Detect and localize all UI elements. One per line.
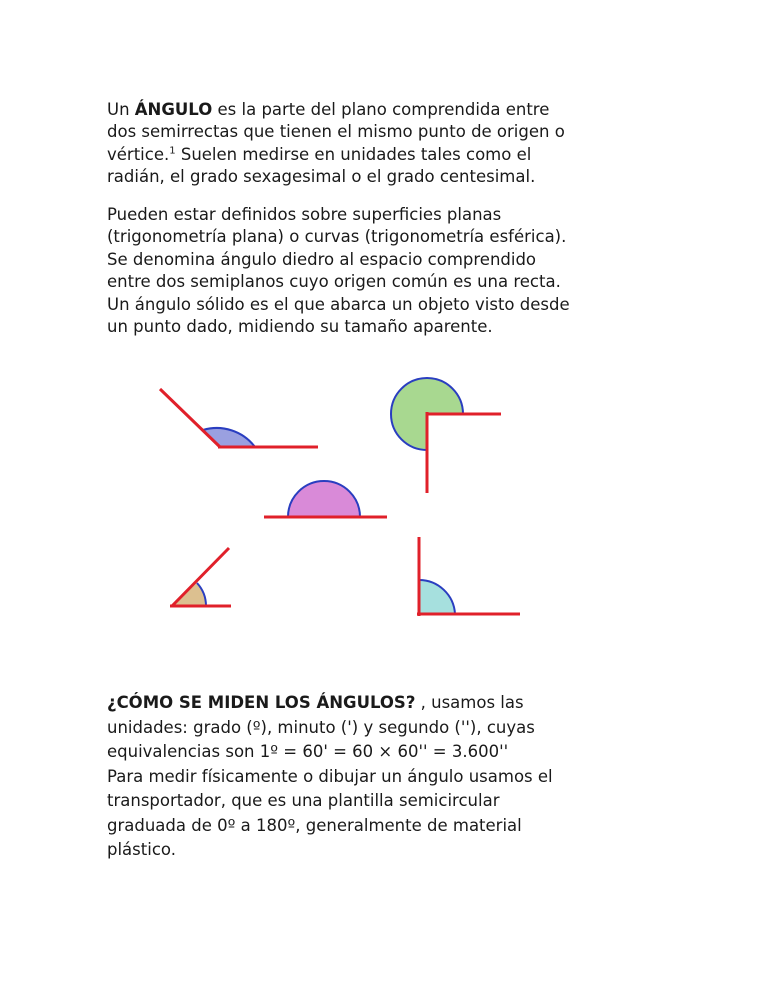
definitions-line: un punto dado, midiendo su tamaño aparente. [107,317,493,337]
acute-angle-figure [170,548,231,606]
measurement-line: plástico. [107,840,176,859]
straight-angle-figure [264,481,387,517]
measurement-line: unidades: grado (º), minuto (') y segundo (''), cuyas [107,717,535,737]
right-angle-figure [417,537,520,616]
definitions-line: Pueden estar definidos sobre superficies planas [107,205,502,224]
angulo-term: ÁNGULO [134,100,213,119]
measurement-paragraph [107,691,587,863]
measurement-line: graduada de 0º a 180º, generalmente de material [107,815,522,835]
intro-line-3: vértice.$^1$ Suelen medirse en unidades tales como el [107,144,532,164]
intro-line-4: radián, el grado sexagesimal o el grado centesimal. [107,167,536,187]
footnote-marker: 1 [169,145,176,157]
definitions-line: entre dos semiplanos cuyo origen común es una recta. [107,272,561,292]
definitions-line: Se denomina ángulo diedro al espacio comprendido [107,249,537,269]
obtuse-angle-figure [160,389,318,447]
measurement-line-1: ¿CÓMO SE MIDEN LOS ÁNGULOS? , usamos las [107,693,524,712]
definitions-line: Un ángulo sólido es el que abarca un objeto visto desde [107,294,570,314]
measurement-heading: ¿CÓMO SE MIDEN LOS ÁNGULOS? [107,693,416,712]
intro-line-1: Un ÁNGULO es la parte del plano comprendida entre [107,100,550,119]
straight-angle-sector [288,481,360,517]
intro-line-2: dos semirrectas que tienen el mismo punto de origen o [107,122,565,142]
measurement-line: equivalencias son 1º = 60' = 60 × 60'' = 3.600'' [107,742,509,761]
reflex-angle-figure [391,378,501,493]
measurement-line: Para medir físicamente o dibujar un ángulo usamos el [107,766,553,786]
obtuse-angle-ray [160,389,220,447]
definitions-line: (trigonometría plana) o curvas (trigonometría esférica). [107,227,567,247]
measurement-line: transportador, que es una plantilla semicircular [107,791,500,810]
